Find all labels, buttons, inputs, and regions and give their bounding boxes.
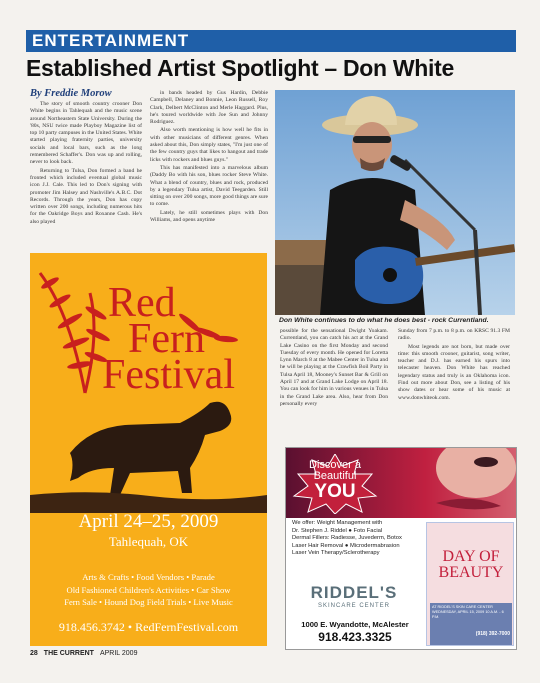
dob-text: AT RIDDEL'S SKIN CARE CENTER WEDNESDAY, APRIL 15, 2009 10 A.M. - 6 P.M. — [432, 605, 504, 619]
article-column-1 — [30, 101, 142, 247]
article-paragraph: The story of smooth country crooner Don White begins in Tahlequah and the music scene around Northeastern State University. During the '80s, NSU twice made Playboy Magazine list of top 10 party campuses in the United States. White started playing fraternity parties, university socials and local bars, such as the long remembered Schaffer's. Don was up and rolling, never to look back. — [30, 101, 142, 166]
fern-contact: 918.456.3742 • RedFernFestival.com — [58, 620, 239, 634]
burst-line: Discover a — [309, 459, 361, 471]
red-fern-festival-ad — [30, 253, 267, 646]
article-paragraph: Most legends are not born, but made over time: this smooth crooner, guitarist, song writer, teacher and D.J. has earned his spurs into telecaster heaven. Don White has reached legendary status and truly is an Oklahoma icon. Find out more about Don, see a listing of his show dates or hear some of his music at www.donwhiteok.com. — [398, 343, 510, 401]
dob-phone: (918) 392-7000 — [475, 631, 510, 637]
logo-subtitle: SKINCARE CENTER — [317, 603, 390, 609]
fern-title-festival: Festival — [102, 352, 235, 398]
riddels-skincare-ad — [285, 447, 517, 650]
don-white-photo — [275, 90, 515, 315]
offer-line: We offer: Weight Management with — [292, 520, 383, 526]
spa-burst-text — [300, 460, 370, 501]
fern-feature-line: Arts & Crafts • Food Vendors • Parade — [82, 572, 215, 582]
byline: By Freddie Morow — [30, 88, 112, 99]
offer-line: Dermal Fillers: Radiesse, Juvederm, Botox — [292, 535, 402, 542]
article-column-4 — [398, 328, 510, 438]
burst-line-you: YOU — [314, 481, 356, 502]
article-column-2 — [150, 90, 268, 247]
article-paragraph: Lately, he still sometimes plays with Don Williams, and opens anytime — [150, 209, 268, 224]
article-paragraph: Also worth mentioning is how well he fits in with other musicians of different genres. When asked about this, Don simply states, "I'm just one of the few country guys that likes to hangout and trade licks with rockers and blues guys." — [150, 127, 268, 163]
fern-title-fern: Fern — [128, 316, 205, 362]
photo-caption: Don White continues to do what he does best - rock Currentland. — [279, 317, 489, 324]
dob-title-line: DAY OF — [442, 548, 500, 565]
article-paragraph: Sunday from 7 p.m. to 8 p.m. on KRSC 91.3 FM radio. — [398, 328, 510, 342]
page-footer — [30, 650, 137, 657]
fern-city: Tahlequah, OK — [108, 534, 189, 549]
spa-offer-list — [292, 520, 418, 558]
headline: Established Artist Spotlight – Don White — [26, 55, 454, 81]
logo-name: RIDDEL'S — [310, 583, 398, 602]
dob-info-box — [430, 603, 512, 645]
fern-dates: April 24–25, 2009 — [78, 511, 219, 532]
fern-feature-line: Old Fashioned Children's Activities • Car Show — [66, 584, 231, 595]
publication-name: THE CURRENT — [43, 650, 94, 657]
spa-address: 1000 E. Wyandotte, McAlester — [301, 620, 409, 629]
fern-title-red: Red — [108, 280, 176, 326]
burst-line: Beautiful — [313, 470, 357, 482]
fern-features — [30, 571, 267, 609]
article-paragraph: in bands headed by Gus Hardin, Debbie Campbell, Delaney and Bonnie, Leon Russell, Roy Clark, Delbert McClinton and Merle Haggard. Plus, he's toured worldwide with Joe Sun and Johnny Rodriguez. — [150, 90, 268, 126]
article-column-3 — [280, 328, 388, 438]
offer-line: Laser Hair Removal ● Microdermabrasion — [292, 542, 400, 549]
dob-title — [431, 549, 511, 581]
dob-title-line: BEAUTY — [438, 564, 504, 581]
spa-phone: 918.423.3325 — [318, 630, 392, 644]
day-of-beauty-card — [426, 522, 514, 646]
section-banner: ENTERTAINMENT — [26, 30, 516, 52]
article-paragraph: Returning to Tulsa, Don formed a band he fronted which included eventual global music icon J.J. Cale. This led to Don's signing with promoter Jim Halsey and Nashville's A.B.C. Dot Records. Through the years, Don has copy written over 200 songs, including numerous hits for the Oakridge Boys and Roxanne Cash. He's also played — [30, 167, 142, 225]
article-paragraph: This has manifested into a marvelous album (Daddy Bo with his son, blues rocker Steve White. What a blend of country, blues and rock, produced by a legendary Tulsa artist, David Teegarden. Still sitting on over 200 songs, more good things are sure to come. — [150, 164, 268, 208]
offer-line: Laser Vein Therapy/Sclerotherapy — [292, 550, 380, 557]
issue-date: APRIL 2009 — [99, 650, 138, 657]
page-number: 28 — [30, 650, 38, 657]
performer-illustration — [275, 90, 515, 315]
fern-feature-line: Fern Sale • Hound Dog Field Trials • Live Music — [64, 597, 233, 607]
offer-line: Dr. Stephen J. Riddel ● Foto Facial — [292, 527, 383, 534]
article-paragraph: possible for the sensational Dwight Yoakam. Currentland, you can catch his act at the Grand Lake Casino on the first Monday and second Tuesday of every month. He opened for Loretta Lynn March 8 at the Mabee Center in Tulsa and he will be playing at the Crawfish Boil Party in Tulsa April 18, Mooney's Sunset Bar & Grill on April 17 and at Grand Lake Lodge on April 18. You can look for him in various venues in Tulsa in the Grand Lake area. Also, hear from Don personally every — [280, 328, 388, 407]
riddels-logo — [294, 583, 414, 609]
spa-banner — [286, 448, 517, 518]
